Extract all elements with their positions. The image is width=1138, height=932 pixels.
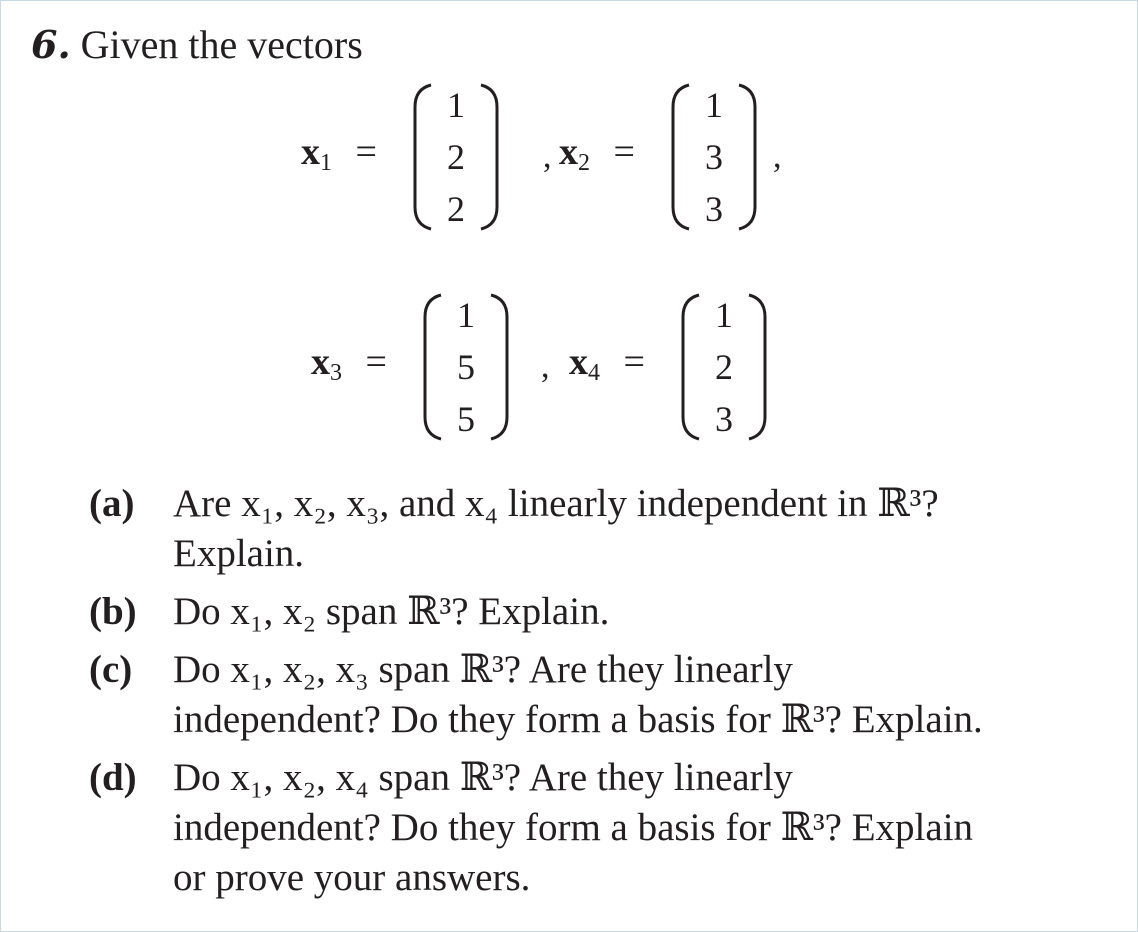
question-part-a (89, 479, 1119, 579)
question-part-d (89, 753, 1119, 903)
matrix-entry: 1 (447, 85, 465, 125)
part-label: (a) (89, 482, 135, 525)
matrix-entry: 2 (447, 137, 465, 177)
matrix-entry: 1 (457, 295, 475, 335)
matrix-entry: 1 (705, 85, 723, 125)
vector-row-1 (1, 77, 1138, 237)
matrix-entry: 1 (715, 295, 733, 335)
vector-label: $x_2$ = (559, 131, 635, 176)
separator: , (543, 138, 552, 175)
matrix-entry: 3 (705, 137, 723, 177)
vector-row-2 (1, 287, 1138, 447)
problem-number: 6. (31, 22, 71, 67)
separator: , (773, 138, 782, 175)
separator: , (541, 348, 550, 385)
part-text: Are x₁, x₂, x₃, and x₄ linearly independent in ℝ³? Explain. (173, 482, 939, 575)
part-label: (c) (89, 648, 133, 691)
part-text: Do x₁, x₂, x₄ span ℝ³? Are they linearly independent? Do they form a basis for ℝ³? Explain or prove your answers. (173, 756, 974, 899)
column-matrix (677, 287, 771, 447)
part-text: Do x₁, x₂ span ℝ³? Explain. (173, 590, 610, 633)
matrix-entry: 5 (457, 399, 475, 439)
matrix-entry: 2 (447, 189, 465, 229)
vector-label: $x_3$ = (311, 341, 387, 386)
matrix-entry: 3 (705, 189, 723, 229)
part-label: (b) (89, 590, 137, 633)
column-matrix (409, 77, 503, 237)
part-text: Do x₁, x₂, x₃ span ℝ³? Are they linearly independent? Do they form a basis for ℝ³? Explain. (173, 648, 983, 741)
problem-header (31, 19, 363, 71)
matrix-entry: 3 (715, 399, 733, 439)
question-parts (89, 479, 1119, 911)
question-part-b (89, 587, 1119, 637)
part-label: (d) (89, 756, 137, 799)
column-matrix (667, 77, 761, 237)
matrix-entry: 5 (457, 347, 475, 387)
vector-label: $x_4$ = (569, 341, 645, 386)
matrix-entry: 2 (715, 347, 733, 387)
column-matrix (419, 287, 513, 447)
vector-label: $x_1$ = (301, 131, 377, 176)
problem-intro: Given the vectors (80, 22, 363, 67)
question-part-c (89, 645, 1119, 745)
